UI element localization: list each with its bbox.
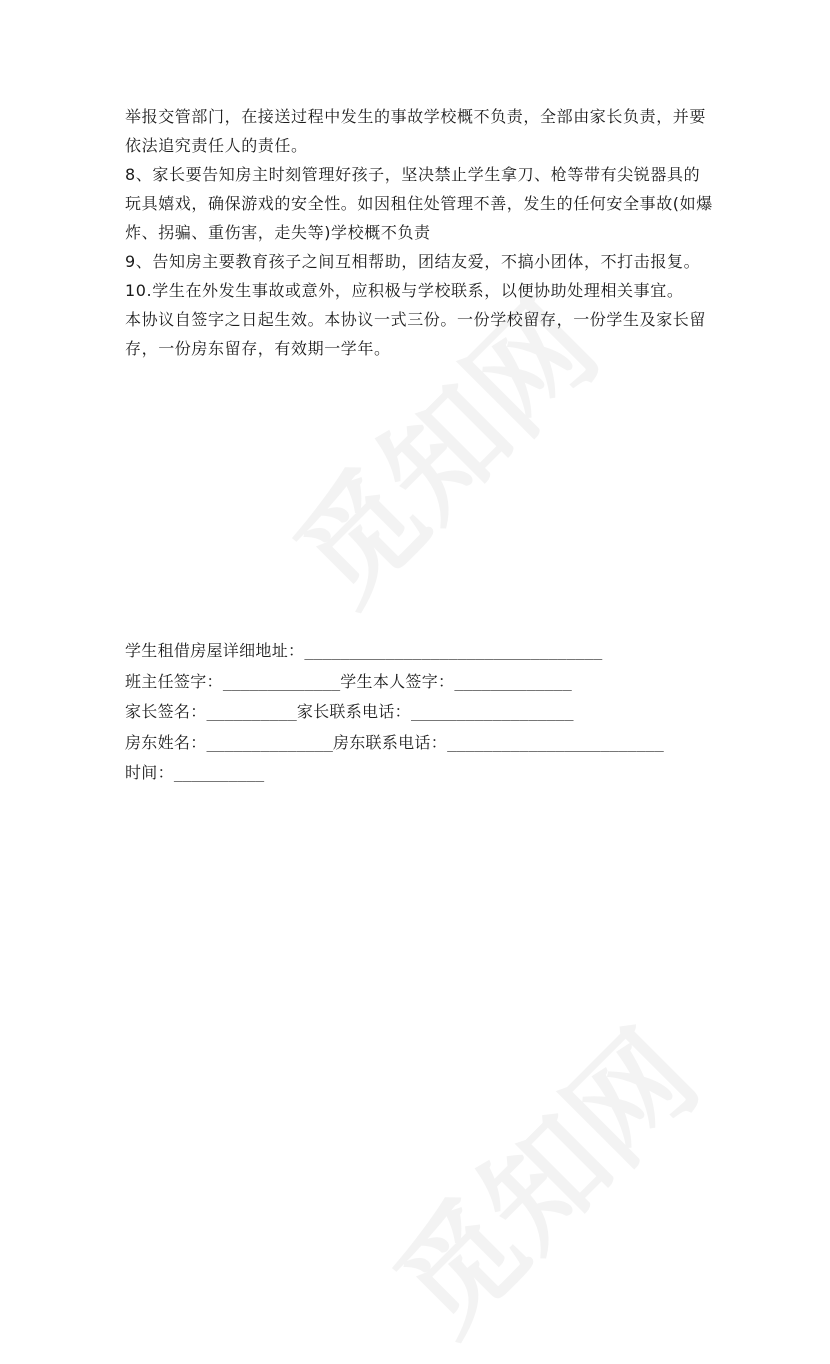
landlord-line — [125, 728, 725, 759]
teacher-label: 班主任签字： — [125, 671, 223, 691]
address-blank[interactable]: _________________________________ — [304, 642, 603, 660]
paragraph-clause-8: 8、家长要告知房主时刻管理好孩子，坚决禁止学生拿刀、枪等带有尖锐器具的玩具嬉戏，确保游戏的安全性。如因租住处管理不善，发生的任何安全事故(如爆炸、拐骗、重伤害，走失等)学校概不负责 — [125, 165, 713, 242]
address-line — [125, 636, 725, 667]
parent-phone-label: 家长联系电话： — [296, 702, 411, 721]
parent-signature-blank[interactable]: __________ — [206, 703, 297, 721]
date-line — [125, 758, 725, 789]
landlord-phone-blank[interactable]: ________________________ — [447, 733, 664, 752]
paragraph-effective-clause: 本协议自签字之日起生效。本协议一式三份。一份学校留存，一份学生及家长留存，一份房东留存，有效期一学年。 — [125, 310, 707, 358]
landlord-label: 房东姓名： — [125, 732, 207, 752]
paragraph-continuation: 举报交管部门，在接送过程中发生的事故学校概不负责，全部由家长负责，并要依法追究责任人的责任。 — [125, 107, 707, 155]
address-label: 学生租借房屋详细地址： — [125, 641, 305, 660]
watermark-bottom — [352, 988, 728, 1364]
agreement-body — [125, 102, 715, 363]
date-blank[interactable]: __________ — [173, 764, 265, 782]
signature-block — [125, 636, 725, 789]
student-signature-blank[interactable]: _____________ — [454, 672, 572, 691]
parent-label: 家长签名： — [125, 702, 207, 721]
landlord-name-blank[interactable]: ______________ — [206, 733, 333, 752]
teacher-student-line — [125, 667, 725, 698]
parent-phone-blank[interactable]: __________________ — [410, 703, 574, 721]
parent-line — [125, 697, 725, 728]
student-label: 学生本人签字： — [340, 671, 455, 691]
date-label: 时间： — [125, 763, 174, 782]
teacher-signature-blank[interactable]: _____________ — [222, 672, 341, 691]
paragraph-clause-9: 9、告知房主要教育孩子之间互相帮助，团结友爱，不搞小团体，不打击报复。 — [125, 252, 701, 271]
paragraph-clause-10: 10.学生在外发生事故或意外，应积极与学校联系，以便协助处理相关事宜。 — [125, 281, 684, 300]
landlord-phone-label: 房东联系电话： — [332, 732, 448, 752]
